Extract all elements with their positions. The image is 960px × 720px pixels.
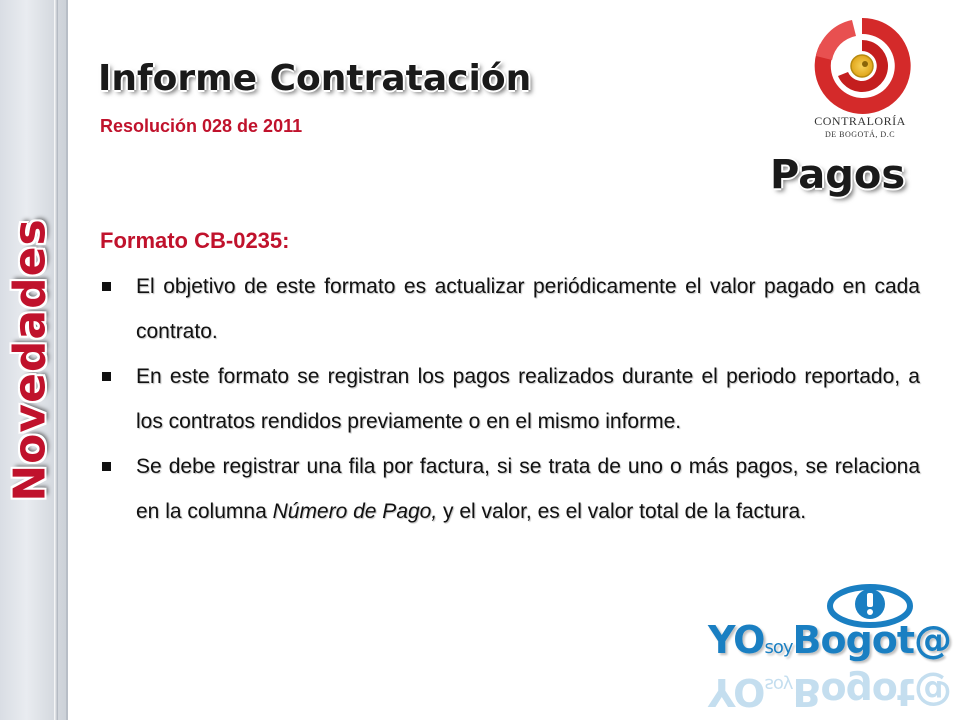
list-item	[100, 444, 920, 534]
list-item-text-italic: Número de Pago,	[272, 500, 438, 523]
bullet-square-icon	[102, 372, 111, 381]
reflection-yo: YO	[708, 670, 765, 714]
list-item-text-start: Se debe registrar una fila por factura, si se trata de uno o más pagos, se relaciona en la columna	[136, 455, 920, 523]
sidebar-label: Novedades	[4, 218, 56, 502]
page-subtitle: Resolución 028 de 2011	[100, 116, 303, 136]
yosoybogota-logo	[700, 582, 950, 720]
contraloria-logo-subtext: DE BOGOTÁ, D.C	[824, 130, 896, 139]
yosoybogota-soy: soy	[764, 637, 793, 658]
section-title: Pagos	[770, 152, 906, 198]
bullet-square-icon	[102, 282, 111, 291]
list-item	[100, 354, 920, 444]
list-item-text: El objetivo de este formato es actualizar periódicamente el valor pagado en cada contrato.	[136, 275, 920, 343]
bullet-list	[100, 264, 920, 534]
yosoybogota-wordmark	[708, 618, 951, 662]
format-title: Formato CB-0235:	[100, 228, 290, 253]
reflection-city: Bogot@	[792, 670, 952, 714]
yosoybogota-yo: YO	[708, 618, 765, 662]
contraloria-logo	[790, 14, 930, 154]
yosoybogota-city: Bogot@	[792, 618, 952, 662]
list-item	[100, 264, 920, 354]
list-item-text: En este formato se registran los pagos realizados durante el periodo reportado, a los contratos rendidos previamente o en el mismo informe.	[136, 365, 920, 433]
reflection-soy: soy	[764, 674, 793, 695]
contraloria-spiral-icon	[790, 14, 930, 114]
yosoybogota-reflection	[708, 670, 951, 714]
page-title: Informe Contratación	[98, 58, 532, 99]
contraloria-logo-text: CONTRALORÍA	[814, 114, 906, 128]
list-item-text-end: y el valor, es el valor total de la factura.	[437, 500, 807, 523]
bullet-square-icon	[102, 462, 111, 471]
